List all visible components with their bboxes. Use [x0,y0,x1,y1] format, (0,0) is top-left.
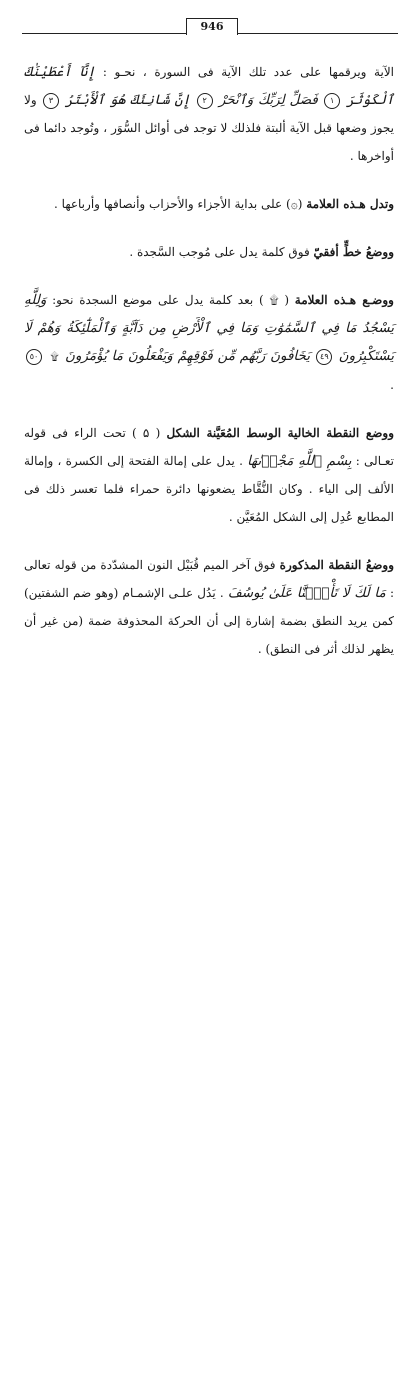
text: بعد كلمة يدل على موضع السجدة نحو: [46,293,254,307]
text: فوق كلمة يدل على مُوجب السَّجدة . [129,245,310,259]
sajda-mark-symbol: ( ۩ ) [259,293,290,307]
paragraph-ishmam-dot [24,551,394,663]
ayah-number-mark: ٤٩ [316,349,332,365]
quran-quote: إِنَّآ أَعْطَيْنَٰكَ ٱلْكَوْثَرَ [24,64,394,108]
text: . يدل على إمالة الفتحة إلى الكسرة ، وإمالة الألف إلى الياء . وكان النُّقَّاط يضعونها دائرة حمراء فلما تعسر ذلك فى المطابع عُدِل إلى الشكل المُعَيَّن . [24,454,394,524]
text: ( ۵ ) تحت الراء فى قوله تعـالى : [24,426,394,468]
bold-lead: ووضـع هـذه العلامة [294,293,394,307]
ayah-number-mark: ١ [324,93,340,109]
bold-lead: ووضعُ خطٍّ أفقيّ [313,245,394,259]
quran-quote: وَلِلَّهِ يَسْجُدُ مَا فِي ٱلسَّمَٰوَٰتِ وَمَا فِي ٱلْأَرْضِ مِن دَآبَّةٍ وَٱلْمَلَٰٓئِكَةُ وَهُمْ لَا يَسْتَكْبِرُونَ [24,292,394,364]
quran-quote: يَخَافُونَ رَبَّهُم مِّن فَوْقِهِمْ وَيَفْعَلُونَ مَا يُؤْمَرُونَ [65,348,311,364]
paragraph-imala-dot [24,419,394,531]
quran-quote: بِسْمِ ٱللَّهِ مَجْر۪ىٰهَا [247,453,352,469]
paragraph-sajda-mark [24,286,394,399]
text: فوق آخر الميم قُبَيْل النون المشدّدة من قوله تعالى : [24,558,394,600]
text: على بداية الأجزاء والأحزاب وأنصافها وأرباعها . [54,197,283,211]
quran-quote: فَصَلِّ لِرَبِّكَ وَٱنْحَرْ [218,92,318,108]
paragraph-ayah-numbering [24,58,394,170]
bold-lead: ووضع النقطة الخالية الوسط المُعَيَّنة الشكل [166,426,394,440]
juz-mark-symbol: (۞) [286,197,303,211]
ayah-number-mark: ٥٠ [26,349,42,365]
ayah-number-mark: ٢ [197,93,213,109]
text: . يَدُل علـى الإشمـام (وهو ضم الشفتين) كمن يريد النطق بضمة إشارة إلى أن الحركة المحذوفة ضمة (من غير أن يظهر لذلك أثر فى النطق) . [24,586,394,656]
bold-lead: ووضعُ النقطة المذكورة [279,558,394,572]
page-number-box [186,18,238,35]
text: ولا يجوز وضعها قبل الآية ألبتة فلذلك لا توجد فى أوائل السُّوَر ، وتُوجد دائما فى أواخرها . [24,93,394,163]
bold-lead: وتدل هـذه العلامة [306,197,394,211]
page-body [24,58,394,677]
text: الآية ويرقمها على عدد تلك الآية فى السورة ، نحـو : [95,65,394,79]
text: . [390,378,394,392]
quran-quote: مَا لَكَ لَا تَأْمَ۬نَّا عَلَىٰ يُوسُفَ [227,585,386,601]
quran-quote: إِنَّ شَانِئَكَ هُوَ ٱلْأَبْتَرُ [65,92,191,108]
sajda-symbol: ۩ [50,350,59,363]
paragraph-juz-mark [24,190,394,218]
ayah-number-mark: ٣ [43,93,59,109]
page-number: 946 [200,20,224,33]
paragraph-horizontal-line [24,238,394,266]
